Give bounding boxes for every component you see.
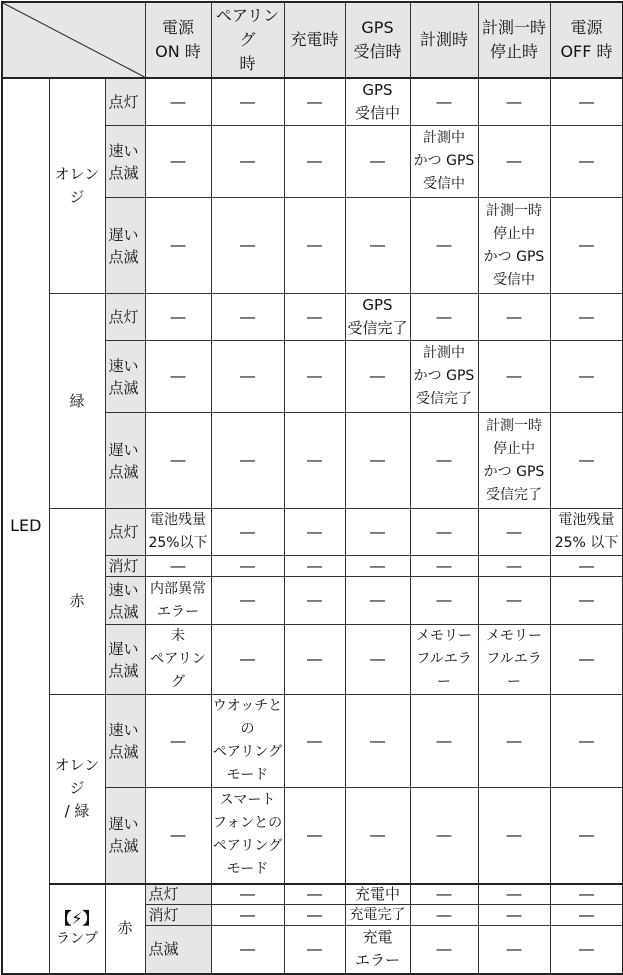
state-label: 消灯 bbox=[145, 905, 211, 926]
table-cell: ― bbox=[410, 926, 478, 974]
table-cell: ― bbox=[345, 577, 410, 625]
table-cell: ― bbox=[145, 341, 211, 413]
table-cell: ― bbox=[478, 577, 550, 625]
table-cell: GPS 受信完了 bbox=[345, 294, 410, 341]
table-cell: ― bbox=[211, 294, 284, 341]
state-label: 遅い 点滅 bbox=[105, 788, 145, 884]
state-label: 点灯 bbox=[145, 884, 211, 905]
lightning-icon: 【⚡】 bbox=[55, 908, 99, 928]
table-cell: ― bbox=[284, 126, 345, 198]
table-cell: ― bbox=[284, 788, 345, 884]
col-header-paused: 計測一時 停止時 bbox=[478, 2, 550, 78]
table-cell: 未 ペアリング bbox=[145, 625, 211, 695]
table-cell: 計測中 かつ GPS 受信完了 bbox=[410, 341, 478, 413]
table-cell: ― bbox=[211, 905, 284, 926]
table-cell: ― bbox=[410, 556, 478, 577]
table-cell: メモリー フルエラー bbox=[478, 625, 550, 695]
table-cell: ― bbox=[145, 695, 211, 788]
table-cell: ― bbox=[478, 905, 550, 926]
table-cell: ― bbox=[345, 556, 410, 577]
table-cell: ― bbox=[145, 78, 211, 126]
table-cell: ― bbox=[550, 556, 623, 577]
table-cell: 内部異常 エラー bbox=[145, 577, 211, 625]
table-cell: ― bbox=[345, 788, 410, 884]
table-cell: ― bbox=[550, 926, 623, 974]
table-cell: ― bbox=[410, 509, 478, 556]
table-cell: ― bbox=[345, 509, 410, 556]
col-header-measuring: 計測時 bbox=[410, 2, 478, 78]
table-cell: ― bbox=[345, 695, 410, 788]
table-cell: ― bbox=[550, 884, 623, 905]
table-cell: ― bbox=[145, 126, 211, 198]
table-cell: ― bbox=[550, 78, 623, 126]
table-cell: ― bbox=[211, 78, 284, 126]
table-cell: ― bbox=[550, 413, 623, 509]
table-cell: ― bbox=[550, 198, 623, 294]
group-lamp-red-label: 赤 bbox=[105, 884, 145, 974]
group-green-label: 緑 bbox=[49, 294, 105, 509]
table-cell: ― bbox=[410, 577, 478, 625]
table-cell: メモリー フルエラー bbox=[410, 625, 478, 695]
state-label: 速い 点滅 bbox=[105, 577, 145, 625]
table-cell: ― bbox=[550, 294, 623, 341]
table-cell: ― bbox=[478, 926, 550, 974]
section-lamp-label bbox=[49, 884, 105, 974]
corner-header bbox=[2, 2, 145, 78]
table-cell: ― bbox=[478, 884, 550, 905]
table-cell: ― bbox=[410, 78, 478, 126]
table-cell: ― bbox=[550, 905, 623, 926]
table-cell: ― bbox=[284, 926, 345, 974]
table-cell: ― bbox=[211, 413, 284, 509]
table-cell: ― bbox=[211, 625, 284, 695]
state-label: 点灯 bbox=[105, 294, 145, 341]
table-cell: 計測中 かつ GPS 受信中 bbox=[410, 126, 478, 198]
table-cell: ― bbox=[284, 78, 345, 126]
table-cell: ― bbox=[284, 341, 345, 413]
table-cell: ― bbox=[284, 556, 345, 577]
table-cell: ― bbox=[211, 926, 284, 974]
table-cell: ― bbox=[550, 788, 623, 884]
table-cell: ― bbox=[345, 126, 410, 198]
table-cell: ― bbox=[345, 413, 410, 509]
table-cell: ― bbox=[284, 884, 345, 905]
table-cell: ― bbox=[211, 577, 284, 625]
state-label: 点滅 bbox=[145, 926, 211, 974]
table-cell: ― bbox=[145, 788, 211, 884]
table-cell: スマート フォンとの ペアリング モード bbox=[211, 788, 284, 884]
section-led-label: LED bbox=[2, 78, 49, 974]
table-cell: ― bbox=[410, 294, 478, 341]
table-cell: ― bbox=[478, 695, 550, 788]
table-cell: GPS 受信中 bbox=[345, 78, 410, 126]
led-status-table bbox=[1, 1, 623, 975]
table-cell: ― bbox=[211, 341, 284, 413]
table-cell: ― bbox=[284, 695, 345, 788]
table-cell: ウオッチとの ペアリング モード bbox=[211, 695, 284, 788]
table-cell: ― bbox=[345, 341, 410, 413]
table-cell: 充電完了 bbox=[345, 905, 410, 926]
table-cell: 充電 エラー bbox=[345, 926, 410, 974]
state-label: 遅い 点滅 bbox=[105, 625, 145, 695]
table-cell: ― bbox=[550, 695, 623, 788]
table-cell: 計測一時 停止中 かつ GPS 受信完了 bbox=[478, 413, 550, 509]
table-cell: ― bbox=[211, 509, 284, 556]
led-status-table-container bbox=[1, 1, 622, 975]
state-label: 速い 点滅 bbox=[105, 126, 145, 198]
table-cell: 電池残量 25% 以下 bbox=[550, 509, 623, 556]
table-cell: ― bbox=[550, 126, 623, 198]
table-cell: ― bbox=[284, 625, 345, 695]
table-cell: ― bbox=[550, 577, 623, 625]
table-cell: ― bbox=[145, 556, 211, 577]
table-cell: ― bbox=[284, 509, 345, 556]
table-cell: ― bbox=[410, 695, 478, 788]
table-cell: ― bbox=[478, 509, 550, 556]
table-cell: ― bbox=[410, 788, 478, 884]
table-cell: 電池残量 25%以下 bbox=[145, 509, 211, 556]
table-cell: ― bbox=[211, 198, 284, 294]
col-header-power-off: 電源 OFF 時 bbox=[550, 2, 623, 78]
table-cell: ― bbox=[211, 126, 284, 198]
col-header-power-on: 電源 ON 時 bbox=[145, 2, 211, 78]
table-cell: ― bbox=[211, 556, 284, 577]
table-cell: ― bbox=[478, 556, 550, 577]
col-header-gps: GPS 受信時 bbox=[345, 2, 410, 78]
table-cell: ― bbox=[478, 341, 550, 413]
table-cell: ― bbox=[478, 294, 550, 341]
table-cell: ― bbox=[478, 126, 550, 198]
table-cell: ― bbox=[145, 198, 211, 294]
state-label: 速い 点滅 bbox=[105, 695, 145, 788]
table-cell: ― bbox=[478, 788, 550, 884]
table-cell: ― bbox=[284, 905, 345, 926]
table-cell: 計測一時 停止中 かつ GPS 受信中 bbox=[478, 198, 550, 294]
group-red-label: 赤 bbox=[49, 509, 105, 695]
table-cell: ― bbox=[478, 78, 550, 126]
col-header-charging: 充電時 bbox=[284, 2, 345, 78]
table-cell: ― bbox=[410, 884, 478, 905]
state-label: 点灯 bbox=[105, 509, 145, 556]
state-label: 消灯 bbox=[105, 556, 145, 577]
table-cell: ― bbox=[410, 413, 478, 509]
table-cell: ― bbox=[410, 905, 478, 926]
group-orange-label: オレンジ bbox=[49, 78, 105, 294]
group-orange-green-label: オレンジ / 緑 bbox=[49, 695, 105, 884]
table-cell: ― bbox=[550, 341, 623, 413]
corner-diagonal bbox=[3, 3, 145, 77]
table-cell: ― bbox=[284, 198, 345, 294]
col-header-pairing: ペアリング 時 bbox=[211, 2, 284, 78]
table-cell: ― bbox=[284, 294, 345, 341]
table-cell: ― bbox=[345, 625, 410, 695]
table-cell: ― bbox=[145, 413, 211, 509]
table-cell: 充電中 bbox=[345, 884, 410, 905]
section-lamp-text: ランプ bbox=[56, 930, 98, 947]
table-cell: ― bbox=[211, 884, 284, 905]
table-cell: ― bbox=[345, 198, 410, 294]
table-cell: ― bbox=[145, 294, 211, 341]
state-label: 点灯 bbox=[105, 78, 145, 126]
table-cell: ― bbox=[284, 413, 345, 509]
table-cell: ― bbox=[284, 577, 345, 625]
state-label: 速い 点滅 bbox=[105, 341, 145, 413]
state-label: 遅い 点滅 bbox=[105, 413, 145, 509]
table-cell: ― bbox=[550, 625, 623, 695]
table-body bbox=[2, 78, 623, 974]
table-cell: ― bbox=[410, 198, 478, 294]
state-label: 遅い 点滅 bbox=[105, 198, 145, 294]
